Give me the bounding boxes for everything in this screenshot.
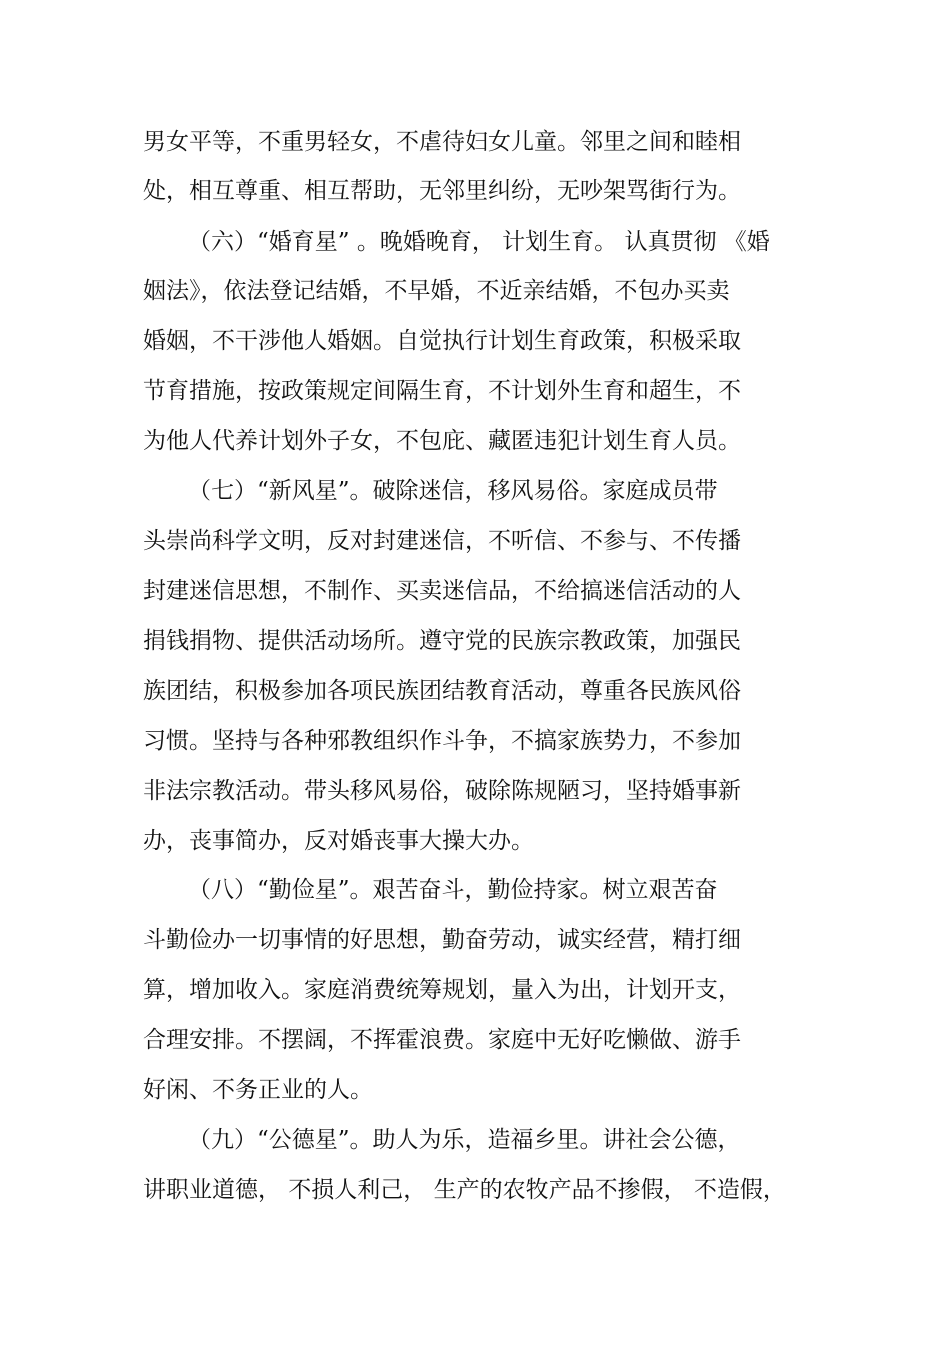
text-line: 办，丧事简办，反对婚丧事大操大办。 xyxy=(143,828,534,854)
text-line: 算，增加收入。家庭消费统筹规划，量入为出，计划开支， xyxy=(143,977,741,1003)
paragraph-start-line: （七）“新风星”。破除迷信，移风易俗。家庭成员带 xyxy=(188,478,718,504)
text-line: 习惯。坚持与各种邪教组织作斗争，不搞家族势力，不参加 xyxy=(143,728,741,754)
paragraph-start-line: （八）“勤俭星”。艰苦奋斗，勤俭持家。树立艰苦奋 xyxy=(188,877,718,903)
text-line: 节育措施，按政策规定间隔生育，不计划外生育和超生，不 xyxy=(143,378,741,404)
text-line: 合理安排。不摆阔，不挥霍浪费。家庭中无好吃懒做、游手 xyxy=(143,1027,741,1053)
text-line: 为他人代养计划外子女，不包庇、藏匿违犯计划生育人员。 xyxy=(143,428,741,454)
text-line: 捐钱捐物、提供活动场所。遵守党的民族宗教政策，加强民 xyxy=(143,628,741,654)
text-line: 姻法》，依法登记结婚，不早婚，不近亲结婚，不包办买卖 xyxy=(143,278,730,304)
paragraph-start-line: （六）“婚育星” 。晚婚晚育， 计划生育。 认真贯彻 《婚 xyxy=(188,229,770,255)
text-line: 男女平等，不重男轻女，不虐待妇女儿童。邻里之间和睦相 xyxy=(143,129,741,155)
text-line: 斗勤俭办一切事情的好思想，勤奋劳动，诚实经营，精打细 xyxy=(143,927,741,953)
text-line: 婚姻，不干涉他人婚姻。自觉执行计划生育政策，积极采取 xyxy=(143,328,741,354)
paragraph-start-line: （九）“公德星”。助人为乐，造福乡里。讲社会公德， xyxy=(188,1127,741,1153)
text-line: 讲职业道德， 不损人利己， 生产的农牧产品不掺假， 不造假， xyxy=(143,1177,786,1203)
text-line: 族团结，积极参加各项民族团结教育活动，尊重各民族风俗 xyxy=(143,678,741,704)
text-line: 封建迷信思想，不制作、买卖迷信品，不给搞迷信活动的人 xyxy=(143,578,741,604)
text-line: 头崇尚科学文明，反对封建迷信，不听信、不参与、不传播 xyxy=(143,528,741,554)
text-line: 好闲、不务正业的人。 xyxy=(143,1077,373,1103)
text-line: 处，相互尊重、相互帮助，无邻里纠纷，无吵架骂街行为。 xyxy=(143,178,741,204)
text-line: 非法宗教活动。带头移风易俗，破除陈规陋习，坚持婚事新 xyxy=(143,778,741,804)
